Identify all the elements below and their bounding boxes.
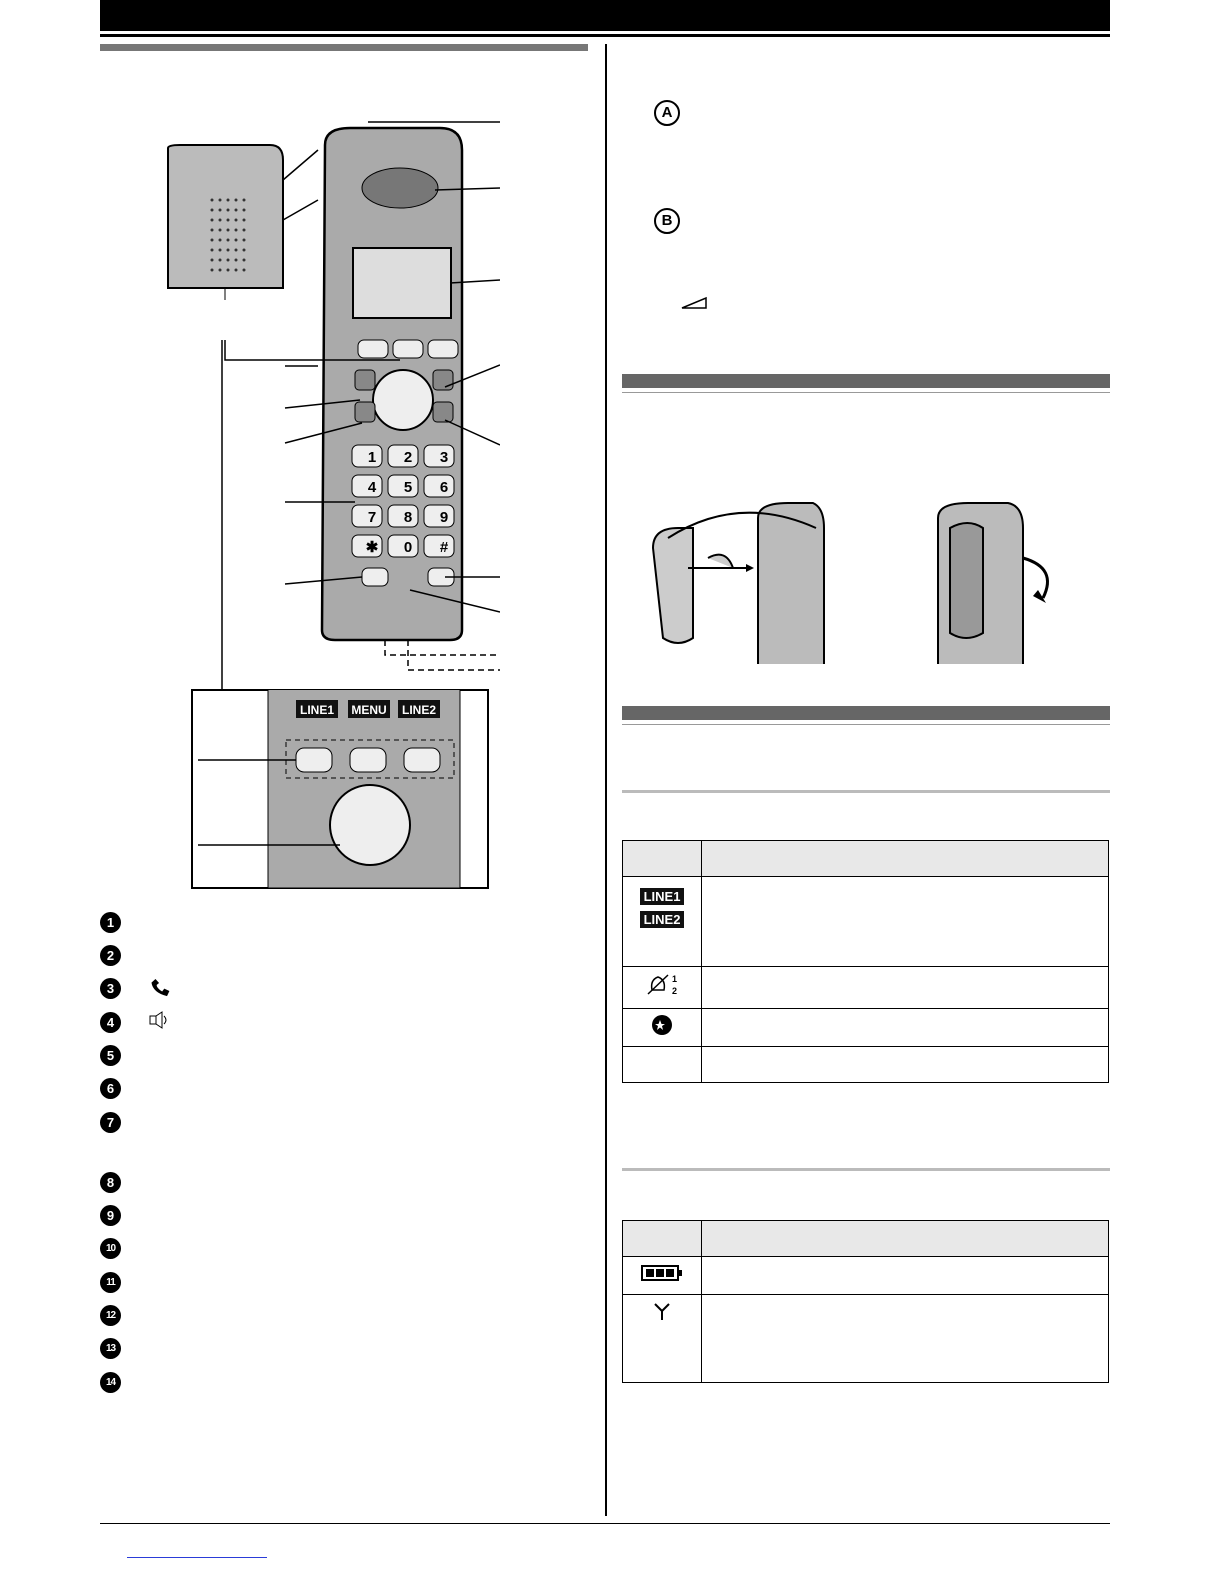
table-header-cell: [623, 1221, 702, 1257]
legend-number-6: 6: [100, 1078, 121, 1099]
header-rule: [100, 34, 1110, 37]
keypad-key-label: 0: [403, 539, 413, 556]
antenna-icon: [623, 1295, 702, 1383]
legend-number-3: 3: [100, 978, 121, 999]
battery-icon: [623, 1257, 702, 1295]
table-header-cell: [702, 1221, 1109, 1257]
footer-rule: [100, 1523, 1110, 1524]
table-cell: [702, 1295, 1109, 1383]
legend-number-4: 4: [100, 1012, 121, 1033]
legend-number-5: 5: [100, 1045, 121, 1066]
table-header-cell: [623, 841, 702, 877]
subsection-rule: [622, 1168, 1110, 1171]
legend-number-9: 9: [100, 1205, 121, 1226]
callout-b: B: [654, 208, 680, 234]
table-cell: [623, 1047, 702, 1083]
zoom-line2-label: LINE2: [401, 703, 437, 717]
legend-number-13: 13: [100, 1338, 121, 1359]
talk-handset-icon: [148, 975, 184, 1001]
table-cell: [702, 1009, 1109, 1047]
section-rule: [622, 392, 1110, 393]
belt-clip-remove: [938, 503, 1048, 664]
legend-number-10: 10: [100, 1238, 121, 1259]
zoom-line1-label: LINE1: [299, 703, 335, 717]
ringer-off-icon: [623, 967, 702, 1009]
handset-diagram: [100, 100, 500, 900]
section-bar-displays: [622, 706, 1110, 720]
display-items-table-2: [622, 1220, 1109, 1383]
top-header-bar: [100, 0, 1110, 31]
keypad-key-label: ✱: [365, 539, 379, 556]
table-header-cell: [702, 841, 1109, 877]
svg-text:2: 2: [672, 986, 678, 996]
table-cell: [702, 967, 1109, 1009]
table-cell: [702, 877, 1109, 967]
line2-tag: LINE2: [640, 911, 685, 928]
back-speaker-inset: [168, 145, 318, 300]
keypad-key-label: 4: [367, 479, 377, 496]
line1-tag: LINE1: [640, 888, 685, 905]
belt-clip-illustration: [638, 498, 1058, 664]
table-cell: [702, 1047, 1109, 1083]
left-section-rule: [100, 44, 588, 51]
keypad-key-label: 8: [403, 509, 413, 526]
legend-number-11: 11: [100, 1272, 121, 1293]
keypad-key-label: 6: [439, 479, 449, 496]
night-mode-icon: [623, 1009, 702, 1047]
keypad-key-label: 9: [439, 509, 449, 526]
legend-number-12: 12: [100, 1305, 121, 1326]
keypad-key-label: 2: [403, 449, 413, 466]
legend-number-1: 1: [100, 912, 121, 933]
keypad-key-label: #: [439, 539, 449, 556]
column-divider: [605, 44, 607, 1516]
subsection-rule: [622, 790, 1110, 793]
section-rule: [622, 724, 1110, 725]
volume-icon: [680, 296, 708, 310]
keypad-key-label: 7: [367, 509, 377, 526]
legend-number-14: 14: [100, 1372, 121, 1393]
section-bar-belt-clip: [622, 374, 1110, 388]
callout-a: A: [654, 100, 680, 126]
keypad-key-label: 1: [367, 449, 377, 466]
belt-clip-attach: [653, 503, 824, 664]
softkey-zoom-inset: [192, 690, 488, 888]
handset-body: [322, 128, 462, 640]
display-items-table-1: [622, 840, 1109, 1083]
footer-link-underline[interactable]: [127, 1557, 267, 1558]
line-icons-cell: [623, 877, 702, 967]
legend-number-7: 7: [100, 1112, 121, 1133]
legend-number-2: 2: [100, 945, 121, 966]
table-cell: [702, 1257, 1109, 1295]
keypad-key-label: 5: [403, 479, 413, 496]
speakerphone-icon: [148, 1010, 172, 1030]
legend-number-8: 8: [100, 1172, 121, 1193]
svg-text:1: 1: [672, 974, 678, 984]
keypad-key-label: 3: [439, 449, 449, 466]
zoom-menu-label: MENU: [351, 703, 387, 717]
